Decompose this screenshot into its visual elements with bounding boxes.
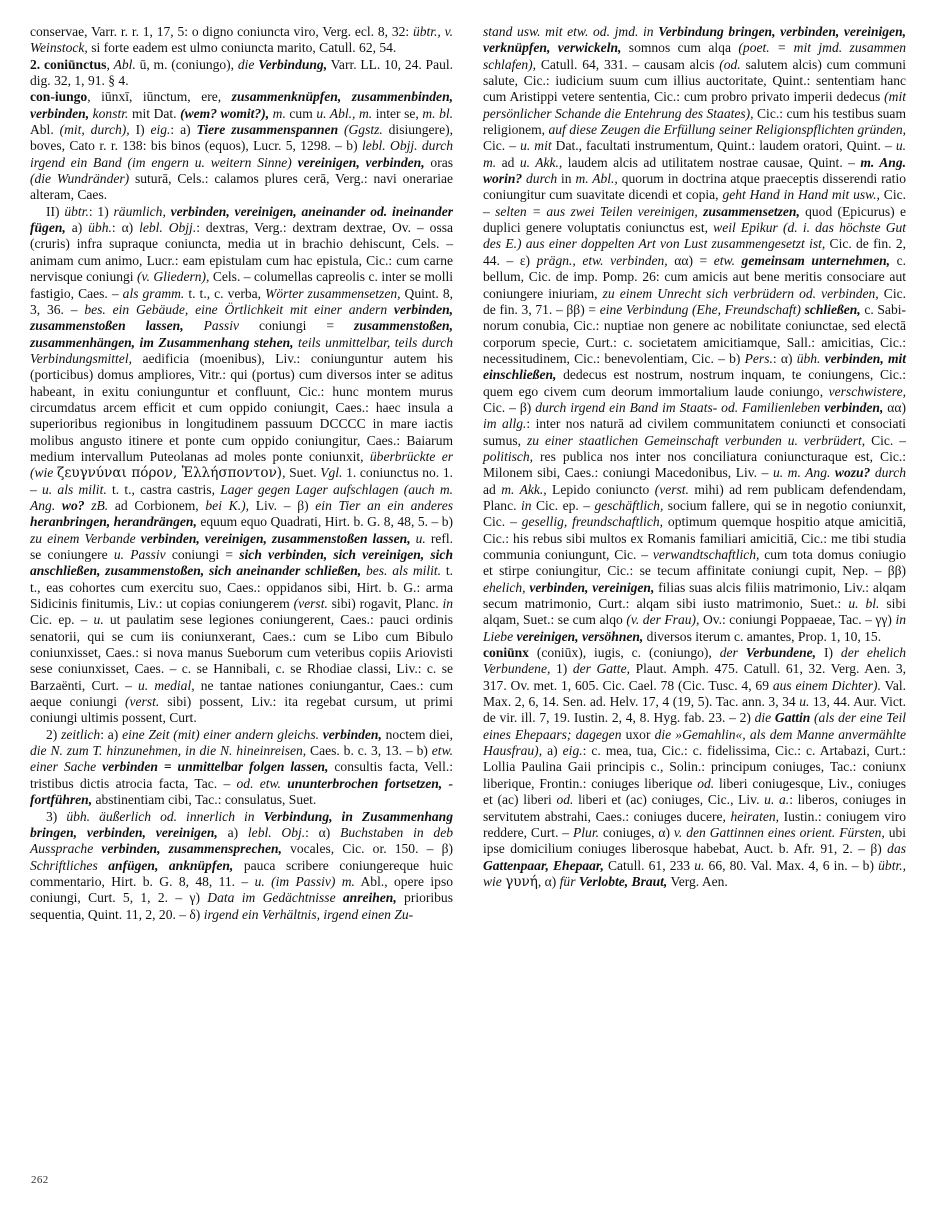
text-run: zu einer staatlichen Gemeinschaft verbunden u. verbrüdert, — [526, 432, 866, 448]
text-run: übh. — [796, 350, 825, 366]
text-run: vocales, Cic. or. 150. – β) — [281, 841, 453, 857]
text-run: ehelich, — [483, 579, 530, 595]
text-run: das — [887, 841, 906, 857]
text-run: durch — [522, 171, 562, 187]
text-run: mihi) ad rem publicam defendendam, Planc. — [483, 481, 906, 513]
text-run: v. den Gattinnen eines orient. Fürsten, — [673, 824, 885, 840]
text-run: übtr. — [64, 203, 89, 219]
text-run: liberi et (ac) coniuges, Cic., Liv. — [573, 792, 765, 808]
text-run: ne tantae nationes coniungantur, Caes.: cum aeque coniungi — [30, 677, 453, 710]
text-run: 3) — [46, 808, 67, 824]
text-run: I) — [816, 645, 841, 661]
text-run: oras — [424, 154, 453, 170]
text-run: Tiere zusammenspannen — [196, 122, 344, 138]
text-run: ununterbrochen fortsetzen, -fortführen, — [30, 775, 453, 808]
text-run: t. t., eas cohortes cum exercitu suo, Caes.: oppidanos sibi, Hirt. b. G.: arma Sidicinis finitumis, Liv.: ut copias coniungerem — [30, 563, 454, 612]
text-run: Verbundene, — [745, 645, 817, 661]
text-run: (mit persönlicher Schande die Entehrung des Staates), — [483, 89, 906, 121]
text-run: lebl. Objj. — [139, 220, 197, 236]
text-run: Verbindung, — [258, 56, 328, 72]
text-run: Gattenpaar, Ehepaar, — [483, 857, 604, 873]
text-run: pauca scribere coniungereque huic commentario, Hirt. b. G. 8, 48, 11. – — [30, 857, 453, 889]
text-run: 2) — [46, 726, 62, 742]
text-run: zusammenknüpfen, zusammenbinden, verbinden, — [30, 89, 453, 121]
text-run: c. bellum, Cic. de imp. Pomp. 26: cum amicis aut bene meritis consociare aut coniungere iniuriam, — [483, 252, 906, 301]
text-run: u. als milit. — [42, 481, 107, 497]
text-run: (mit, durch), — [59, 122, 130, 138]
text-run: übh. — [88, 220, 112, 236]
text-run: II) — [46, 203, 65, 219]
text-run: 1) — [550, 661, 573, 677]
text-run: laudem alcis ad utilitatem nostrae causae, Quint. – — [562, 154, 861, 170]
text-run: prioribus sequentia, Quint. 11, 2, 20. – δ) — [30, 890, 453, 922]
text-run: sich verbinden, sich vereinigen, sich anschließen, zusammenstoßen, sich aneinander schließen, — [30, 547, 453, 579]
text-run: die »Gemahlin«, als dem Manne anvermählte Hausfrau), — [483, 726, 906, 759]
text-run: conservae, Varr. r. r. 1, 17, 5: o digno coniuncta viro, Verg. ecl. 8, 32: — [30, 24, 413, 39]
text-run: cum tota domus coniugio et stirpe coniungitur, Cic.: se tecum affinitate coniungi cupit, Nep. – ββ) — [483, 547, 906, 579]
text-run: abstinentiam cibi, Tac.: consulatus, Suet. — [92, 792, 317, 808]
text-run: Iustin.: coniugem viro reddere, Curt. – — [483, 808, 906, 840]
text-run: 2. coniūnctus — [30, 56, 107, 72]
text-run: equum equo Quadrati, Hirt. b. G. 8, 48, 5. – b) — [196, 514, 454, 530]
text-run: dedecus est nostrum, nostrum inquam, te coniungens, Cic.: quem ego civem cum deorum immortalium laude coniungo, — [483, 367, 906, 399]
text-run: verbinden, zusammensprechen, — [101, 841, 282, 857]
text-run: socium fallere, qui se in negotio coniunxit, Cic. – — [483, 497, 906, 530]
text-run: zB. — [84, 497, 109, 513]
text-run: übtr., wie — [483, 857, 906, 889]
text-run: übtr., v. Weinstock, — [30, 24, 453, 56]
text-run: 13, 44. Aur. Vict. de vir. ill. 7, 19. Iustin. 2, 4, 8. Hyg. fab. 23. – 2) — [483, 694, 906, 726]
text-run: (Ggstz. — [344, 122, 383, 138]
text-run: (die Wundränder) — [30, 171, 130, 187]
text-run: ad — [483, 481, 502, 497]
text-run: Val. Max. 2, 6, 14. Sen. ad. Helv. 17, 4 (19, 5). Tac. ann. 3, 34 — [483, 677, 907, 710]
text-run: ut paulatim sese legiones coniungerent, Caes.: pauci ordinis senatorii, qui se cum iis coniunxerant, Caes.: cum se Libo cum Bibulo coniunxisset, Caes.: si nova manus Sueborum cum veteribus copiis Ariovisti sese coniunxisset, Caes. – c. se Hannibali, c. se Rhodiae classi, Liv.: c. se Barzaënti, Curt. – — [30, 612, 453, 693]
text-run: heiraten, — [730, 808, 780, 824]
text-run: 66, 80. Val. Max. 4, 6 in. – b) — [704, 857, 879, 873]
text-run: filias suas alcis filiis matrimonio, Liv.: alqam secum matrimonio, Curt.: alqam sibi iusto matrimonio, Suet.: — [483, 579, 906, 612]
text-run: noctem diei, — [381, 726, 454, 742]
text-run: u. a. — [764, 792, 790, 808]
text-run: im allg. — [483, 416, 527, 432]
paragraph — [30, 89, 453, 203]
text-run: disiungere), boves, Cato r. r. 138: bis binos (equos), Lucr. 5, 1298. – b) — [30, 122, 453, 154]
text-run: Passiv — [183, 318, 259, 334]
text-run: Verbindung, in Zusammenhang bringen, verbinden, vereinigen, — [30, 808, 453, 840]
text-run: Lepido coniuncto — [546, 481, 655, 497]
text-run: coniungi = — [258, 318, 354, 334]
text-run: u. Passiv — [113, 547, 172, 562]
paragraph — [30, 57, 453, 90]
text-run: prägn., etw. verbinden, — [536, 252, 668, 268]
text-run: diversos iterum c. amantes, Prop. 1, 10, 15. — [643, 628, 882, 644]
text-run: c. Sabinorum conubia, Cic.: nuptiae non genere ac nobilitate coniunctae, sed electā corporum specie, Curt.: c. societatem amicitiamque, Sall.: amicitias, Cic.: necessitudinem, Cic.: benevolentiam, Cic. – b) — [483, 301, 907, 366]
text-run: Cels. – columellas capreolis c. inter se molli fastigio, Caes. – — [30, 269, 453, 301]
text-run: verbinden, zusammenstoßen lassen, — [30, 301, 453, 334]
text-run: als gramm. — [122, 285, 185, 301]
text-run: räumlich, — [113, 203, 171, 219]
text-run: Pers. — [744, 350, 773, 366]
text-run: Data im Gedächtnisse — [207, 890, 343, 906]
text-run: (als der eine Teil eines Ehepaars; dagegen — [483, 710, 907, 742]
right-column — [483, 24, 906, 1134]
text-run: Ov.: coniungi Poppaeae, Tac. – γγ) — [699, 612, 896, 628]
text-run: u. — [93, 612, 104, 628]
text-run: (v. Gliedern), — [136, 269, 210, 285]
text-run: schließen, — [804, 301, 861, 317]
text-run: zusammenstoßen, zusammenhängen, im Zusammenhang stehen, — [30, 318, 453, 350]
text-run: Vgl. — [320, 465, 343, 481]
text-run: u. m. — [483, 138, 906, 170]
text-run: : α) — [111, 220, 140, 236]
text-run: Dat., facultati instrumentum, Quint.: laudem oratori, Quint. – — [551, 138, 896, 154]
text-run: für — [559, 873, 579, 889]
text-run: lebl. Obj. — [247, 824, 306, 840]
text-run: u. mit — [520, 138, 552, 154]
text-run: Cic.: cum his testibus suam religionem, — [483, 105, 906, 138]
text-run: gemeinsam unternehmen, — [741, 252, 891, 268]
text-run: quorum in doctrina atque praeceptis disserendi ratio coniungitur cum suavitate dicendi et copia, — [483, 171, 906, 203]
text-run: Varr. LL. 10, 24. Paul. dig. 32, 1, 91. § 4. — [30, 56, 454, 89]
text-run: stand usw. mit etw. od. jmd. in — [483, 24, 659, 39]
text-run: durch — [870, 465, 906, 481]
text-run: (verst. — [125, 694, 160, 710]
text-run: heranbringen, herandrängen, — [30, 514, 197, 530]
text-run: der Gatte, — [572, 661, 630, 677]
text-run: Cic. ep. – — [531, 497, 595, 513]
text-run: u. — [694, 857, 705, 873]
text-run: konstr. — [89, 105, 132, 121]
text-run: Cic. de fin. 3, 71. – ββ) = — [483, 285, 906, 317]
text-run: : liberos, coniuges in servitutem abstrahi, Caes.: coniuges ducere, — [483, 792, 906, 824]
text-run: übh. äußerlich od. innerlich in — [66, 808, 264, 824]
text-run: verbinden, — [322, 726, 382, 742]
text-run: (coniūx), iugis, c. (coniungo), — [528, 645, 720, 661]
text-run: ad — [496, 154, 520, 170]
text-run: u. — [410, 530, 426, 546]
text-run: coniūnx — [483, 645, 529, 661]
text-run: Caes. b. c. 3, 13. – b) — [306, 743, 432, 759]
text-run: verbinden, mit einschließen, — [483, 350, 907, 383]
text-run: u. bl. — [848, 596, 880, 612]
text-run: m. Ang. worin? — [483, 154, 906, 187]
text-run: m. — [269, 105, 286, 121]
text-run: geschäftlich, — [594, 497, 664, 513]
text-run: m. bl. — [422, 105, 454, 121]
text-run: in — [520, 497, 532, 513]
text-run: : α) — [305, 824, 341, 840]
text-run: wozu? — [834, 465, 871, 481]
text-run: etw. — [713, 252, 742, 268]
text-run: bei K.), — [205, 497, 249, 513]
text-run: in — [442, 596, 454, 612]
text-run: a) — [217, 824, 248, 840]
text-run: t. t., castra castris, — [106, 481, 221, 497]
text-run: eine Zeit (mit) einer andern gleichs. — [122, 726, 323, 742]
text-run: eig. — [150, 122, 171, 138]
text-run: vereinigen, verbinden, — [297, 154, 425, 170]
text-run: , — [106, 56, 114, 72]
text-run: gesellig, freundschaftlich, — [521, 514, 664, 530]
left-column — [30, 24, 453, 1134]
text-run: salutem alcis) cum communi salute, Cic.: iudicium suum cum illius auctoritate, Quint.: sententiam hanc cum Aristippi vetere sententia, Cic.: cum probro privato imperii dedecus — [483, 56, 907, 105]
text-run: liberi coniugesque, Liv., coniuges et (ac) liberi — [483, 775, 906, 808]
text-run: (verst. — [293, 596, 328, 612]
text-run: Catull. 64, 331. – causam alcis — [536, 56, 720, 72]
text-run: ū, m. (coniungo), — [135, 56, 238, 72]
text-run: mit Dat. — [131, 105, 181, 121]
text-run: ein Tier an ein anderes — [315, 497, 453, 513]
text-run: anfügen, anknüpfen, — [108, 857, 234, 873]
text-run: der ehelich Verbundene, — [483, 645, 907, 677]
text-run: , iūnxī, iūnctum, ere, — [87, 89, 232, 105]
text-run: irgend ein Verhältnis, irgend einen Zu- — [203, 906, 414, 922]
text-run: , Suet. — [282, 465, 321, 481]
text-run: od. — [556, 792, 574, 808]
text-run: Cic. – — [483, 187, 906, 219]
paragraph — [30, 727, 453, 809]
text-run: Abl., opere ipso coniungi, Curt. 5, 1, 2. – γ) — [30, 873, 453, 906]
text-run: aedificia (moenibus), Liv.: coniunguntur autem his (porticibus) domus ampliores, Vitr.: qui (portus) cum diversos inter se aditus habeant, in exitu coniunguntur et confluunt, Cic.: hunc montem murus circumdatus arcem efficit et cum oppido coniungit, Caes.: haec insula a superioribus regionibus in longitudinem passuum DCCCC in mare iactis molibus angusto itinere et ponte cum oppido coniungitur, Caes.: Baiarum medium intervallum Puteolanas ad moles ponte coniunxit, — [30, 350, 453, 464]
text-run: verbinden, — [824, 399, 884, 415]
text-run: Lager gegen Lager aufschlagen (auch m. Ang. — [30, 481, 454, 513]
text-run: coniuges, α) — [599, 824, 674, 840]
text-run: Wörter zusammensetzen, — [265, 285, 401, 301]
text-run: etw. einer Sache — [30, 743, 453, 775]
page-number: 262 — [31, 1174, 49, 1186]
text-run: optimum quemque hospitio atque amicitiā, Cic.: his rebus sibi multos ex Romanis familiari amicitiā, Cic.: me tibi studia communia coniungunt, Cic. – — [483, 514, 906, 562]
text-run: : dextras, Verg.: dextram dextrae, Ov. – ossa (cruris) infra supraque coniuncta, media ut in brachio dehiscunt, Cels. – animam cum animo, Lucr.: eam epistulam cum hac epistula, Cic.: cum carne nervisque coniungi — [30, 220, 454, 285]
text-columns — [30, 24, 906, 1134]
text-run: sibi) possent, Liv.: ita regebat cursum, ut primi coniungi ultimis possent, Curt. — [30, 694, 453, 726]
text-run: verbinden = unmittelbar folgen lassen, — [102, 759, 329, 775]
text-run: u. (im Passiv) m. — [254, 873, 355, 889]
text-run: Verg. Aen. — [667, 873, 728, 889]
text-run: verbinden, vereinigen, — [529, 579, 655, 595]
text-run: , α) — [537, 873, 560, 889]
text-run: somnos cum alqa — [621, 40, 739, 56]
text-run: Quint. 8, 3, 36. – — [30, 285, 454, 317]
text-run: Cic. de fin. 2, 44. – ε) — [483, 236, 906, 268]
text-run: eine Verbindung (Ehe, Freundschaft) — [599, 301, 805, 317]
text-run: m. Akk., — [501, 481, 547, 497]
paragraph — [30, 204, 453, 727]
text-run: geht Hand in Hand mit usw., — [722, 187, 880, 203]
text-run: refl. se coniungere — [30, 530, 454, 562]
text-run: od. etw. — [236, 775, 288, 791]
text-run: zu einem Unrecht sich verbrüdern od. verbinden, — [602, 285, 879, 301]
text-run: cum — [285, 105, 317, 121]
text-run: : 1) — [88, 203, 114, 219]
text-run: ubi ipse domicilium coniuges liberosque habebat, Auct. b. Afr. 91, 2. – β) — [483, 824, 907, 857]
text-run: uxor — [625, 726, 655, 742]
text-run: Cic. – β) — [483, 399, 536, 415]
text-run: aus einem Dichter). — [772, 677, 881, 693]
text-run: coniungi = — [171, 547, 240, 562]
text-run: Abl. — [113, 56, 136, 72]
text-run: der — [719, 645, 746, 661]
text-run: Verbindung bringen, verbinden, vereinigen, verknüpfen, verwickeln, — [483, 24, 906, 56]
text-run: Plaut. Amph. 475. Catull. 61, 32. Verg. Aen. 3, 317. Ov. met. 1, 605. Cic. Cael. 78 (Cic. Tusc. 4, 69 — [483, 661, 906, 693]
text-run: Plur. — [573, 824, 599, 840]
text-run: quod (Epicurus) e duplici genere voluptatis coniunctus est, — [483, 203, 906, 236]
text-run: verbinden, vereinigen, zusammenstoßen lassen, — [140, 530, 411, 546]
text-run: a) — [542, 743, 563, 759]
text-run: Buchstaben in deb Aussprache — [30, 824, 453, 857]
text-run: überbrückte er (wie — [30, 448, 454, 481]
text-run: Cic. – — [483, 138, 521, 154]
text-run: sibi alqam, Suet.: se cum alqo — [483, 596, 906, 628]
text-run: in Liebe — [483, 612, 907, 644]
text-run: anreihen, — [342, 890, 397, 906]
text-run: die N. zum T. hinzunehmen, in die N. hineinreisen, — [30, 743, 307, 759]
text-run: zusammensetzen, — [703, 203, 800, 219]
text-run: die — [754, 710, 775, 726]
text-run: od. — [697, 775, 715, 791]
text-run: selten = aus zwei Teilen vereinigen, — [495, 203, 704, 219]
text-run: m. Abl., — [575, 171, 618, 187]
text-run: politisch, — [483, 448, 534, 464]
paragraph — [30, 809, 453, 923]
text-run: u. medial, — [138, 677, 195, 693]
paragraph — [483, 24, 906, 645]
text-run: verbinden, vereinigen, aneinander od. ineinander fügen, — [30, 203, 453, 236]
text-run: t. t., c. verba, — [184, 285, 266, 301]
text-run: suturā, Cels.: calamos plures cerā, Verg.: navi onerariae alteram, Caes. — [30, 171, 453, 203]
text-run: inter se, — [372, 105, 423, 121]
text-run: (verst. — [654, 481, 689, 497]
text-run: vereinigen, versöhnen, — [516, 628, 644, 644]
text-run: weil Epikur (d. i. das höchste Gut des E.) aus einer doppelten Art von Lust zusammengesetzt ist, — [483, 220, 907, 252]
text-run: zu einem Verbande — [30, 530, 141, 546]
text-run: 1. coniunctus no. 1. – — [30, 465, 453, 497]
text-run: : α) — [772, 350, 797, 366]
text-run: verwandtschaftlich, — [652, 547, 760, 562]
text-run: u. Abl., m. — [316, 105, 373, 121]
text-run: αα) — [883, 399, 906, 415]
text-run: res publica nos inter nos conciliatura coniuncturaque est, Cic.: Milonem sibi, Caes.: coniungi Macedonibus, Liv. – — [483, 448, 906, 481]
text-run: a) — [65, 220, 89, 236]
text-run: : inter nos naturā ad civilem communitatem coniuncti et consociati sumus, — [483, 416, 906, 448]
text-run: verschwistere, — [828, 383, 906, 399]
text-run: consultis facta, Vell.: tristibus dictis atrocia facta, Tac. – — [30, 759, 453, 791]
text-run: (wem? womit?), — [180, 105, 270, 121]
text-run: die — [237, 56, 259, 72]
text-run: Abl. — [30, 122, 60, 138]
text-run: I) — [129, 122, 151, 138]
text-run: lebl. Objj. durch irgend ein Band (im engern u. weitern Sinne) — [30, 138, 453, 170]
text-run: (v. der Frau), — [626, 612, 700, 628]
text-run: zeitlich — [61, 726, 101, 742]
text-run: Catull. 61, 233 — [603, 857, 695, 873]
text-run: (poet. = mit jmd. zusammen schlafen), — [483, 40, 906, 72]
text-run: bes. als milit. — [361, 563, 442, 579]
text-run: con-iungo — [30, 89, 88, 105]
paragraph — [30, 24, 453, 57]
text-run: u. — [799, 694, 810, 710]
text-run: : c. mea, tua, Cic.: c. fidelissima, Cic.: c. Artabazi, Curt.: Lollia Paulina Gaii principis c., Solin.: principum coniuges, Tac.: coniunx liberique, Frontin.: coniuges liberique — [483, 743, 906, 791]
text-run: Cic. – — [865, 432, 907, 448]
text-run: Liv. – β) — [248, 497, 316, 513]
text-run: auf diese Zeugen die Erfüllung seiner Religionspflichten gründen, — [548, 122, 906, 138]
text-run: ζευγνύναι πόρον, Ἑλλήσποντον) — [56, 465, 283, 482]
text-run: durch irgend ein Band im Staats- od. Familienleben — [535, 399, 825, 415]
paragraph — [483, 645, 906, 890]
text-run: wo? — [61, 497, 85, 513]
text-run: Gattin — [774, 710, 815, 726]
text-run: : a) — [100, 726, 123, 742]
text-run: teils unmittelbar, teils durch Verbindungsmittel, — [30, 334, 454, 366]
text-run: : a) — [170, 122, 197, 138]
text-run: u. m. Ang. — [772, 465, 835, 481]
text-run: ad Corbionem, — [108, 497, 206, 513]
text-run: Schriftliches — [30, 857, 109, 873]
text-run: in — [561, 171, 576, 187]
text-run: Cic. ep. – — [30, 612, 94, 628]
text-run: (od. — [719, 56, 741, 72]
text-run: eig. — [562, 743, 583, 759]
text-run: Verlobte, Braut, — [578, 873, 668, 889]
text-run: γυνή — [505, 873, 538, 890]
text-run: αα) = — [667, 252, 714, 268]
text-run: sibi) rogavit, Planc. — [327, 596, 443, 612]
text-run: si forte eadem est ulmo coniuncta marito, Catull. 62, 54. — [87, 40, 397, 56]
text-run: bes. ein Gebäude, eine Örtlichkeit mit einer andern — [84, 301, 394, 317]
text-run: u. Akk., — [519, 154, 563, 170]
